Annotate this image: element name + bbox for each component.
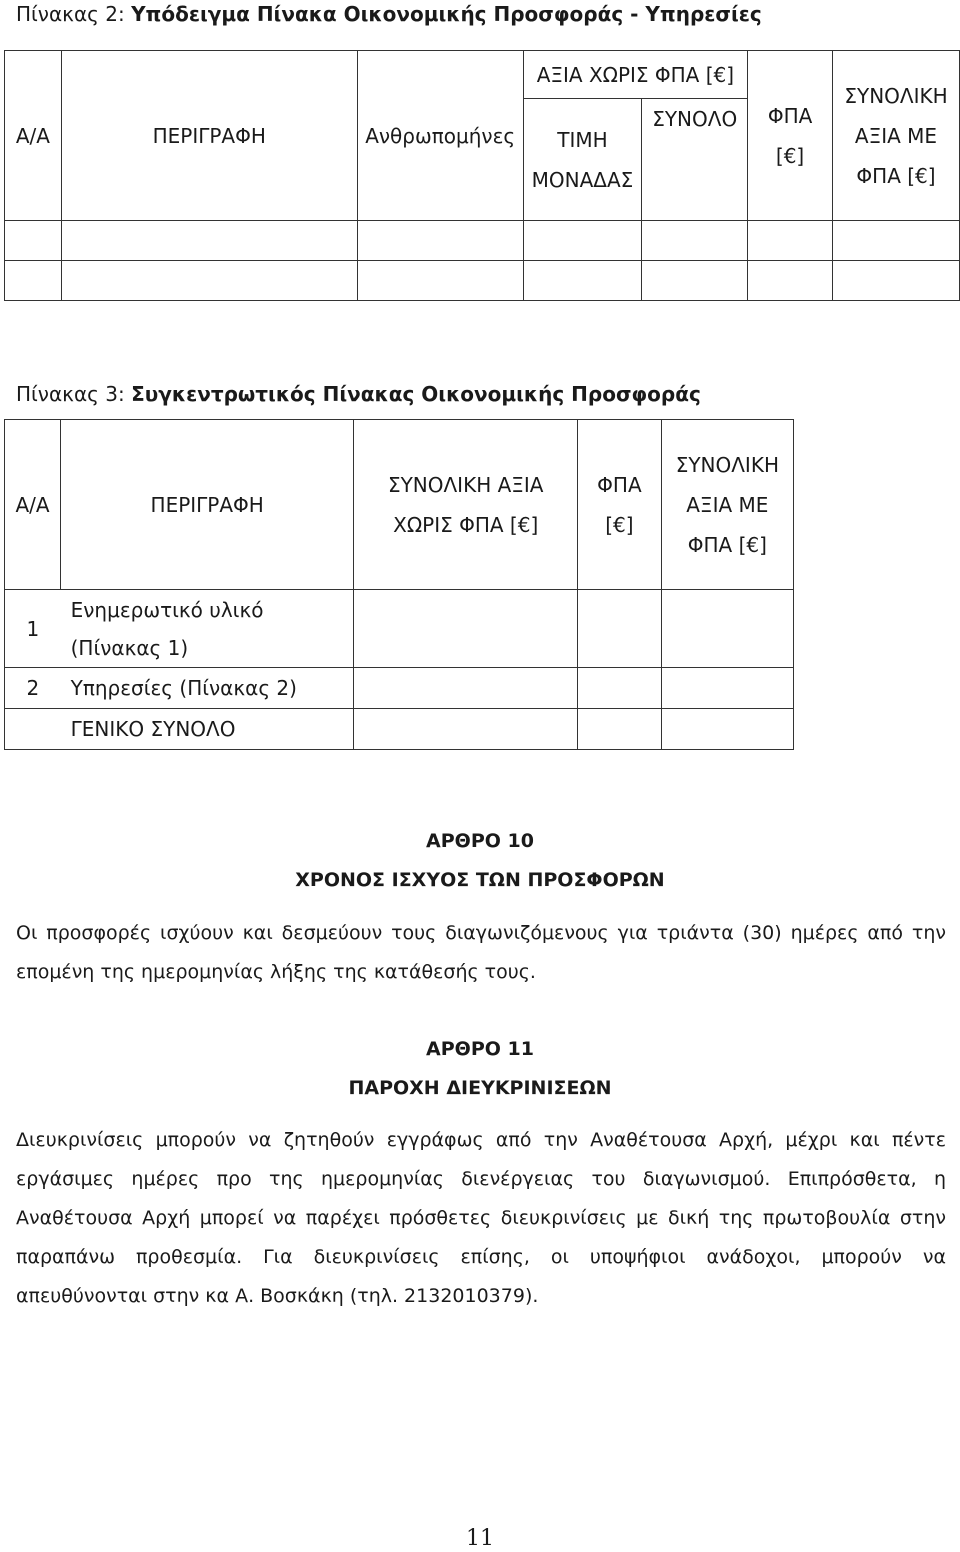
t3-row-aa [5, 709, 61, 750]
t2-cell [748, 261, 833, 301]
t3-header-aa: Α/Α [5, 420, 61, 590]
t3-header-vat: ΦΠΑ [€] [578, 420, 662, 590]
t3-row-aa: 1 [5, 590, 61, 668]
t2-empty-row [5, 221, 960, 261]
t2-cell [61, 221, 357, 261]
t2-header-aa: Α/Α [5, 51, 62, 221]
t2-header-total-with-vat: ΣΥΝΟΛΙΚΗ ΑΞΙΑ ΜΕ ΦΠΑ [€] [833, 51, 960, 221]
t2-empty-row [5, 261, 960, 301]
article11-text: Διευκρινίσεις μπορούν να ζητηθούν εγγράφως από την Αναθέτουσα Αρχή, μέχρι και πέντε εργάσιμες ημέρες προ της ημερομηνίας διενέργειας του διαγωνισμού. Επιπρόσθετα, η Αναθέτουσα Αρχή μπορεί να παρέχει πρόσθετες διευκρινίσεις με δική της πρωτοβουλία στην παραπάνω προθεσμία. Για διευκρινίσεις επίσης, οι υποψήφιοι ανάδοχοι, μπορούν να απευθύνονται στην κα Α. Βοσκάκη (τηλ. 2132010379). [16, 1129, 946, 1307]
t2-cell [642, 261, 748, 301]
t3-cell [578, 709, 662, 750]
t2-cell [357, 261, 523, 301]
t2-cell [833, 261, 960, 301]
table3-caption [16, 382, 701, 406]
t2-cell [748, 221, 833, 261]
t3-cell [354, 709, 578, 750]
t2-cell [5, 221, 62, 261]
table2 [4, 50, 960, 301]
t3-row [5, 668, 794, 709]
t2-cell [833, 221, 960, 261]
table2-caption-prefix: Πίνακας 2: [16, 2, 132, 26]
t3-cell [661, 668, 793, 709]
t3-row-aa: 2 [5, 668, 61, 709]
table2-caption-title: Υπόδειγμα Πίνακα Οικονομικής Προσφοράς - Υπηρεσίες [131, 2, 762, 26]
t2-cell [642, 221, 748, 261]
t3-total-row [5, 709, 794, 750]
t3-cell [661, 709, 793, 750]
article10-text: Οι προσφορές ισχύουν και δεσμεύουν τους διαγωνιζόμενους για τριάντα (30) ημέρες από την επομένη της ημερομηνίας λήξης της κατάθεσής τους. [16, 922, 946, 983]
t3-cell [661, 590, 793, 668]
t2-header-total: ΣΥΝΟΛΟ [642, 99, 748, 221]
t3-header-total-no-vat: ΣΥΝΟΛΙΚΗ ΑΞΙΑ ΧΩΡΙΣ ΦΠΑ [€] [354, 420, 578, 590]
article11-title: ΠΑΡΟΧΗ ΔΙΕΥΚΡΙΝΙΣΕΩΝ [348, 1077, 612, 1099]
t2-header-vat: ΦΠΑ [€] [748, 51, 833, 221]
t3-header-total-with-vat: ΣΥΝΟΛΙΚΗ ΑΞΙΑ ΜΕ ΦΠΑ [€] [661, 420, 793, 590]
table3-caption-prefix: Πίνακας 3: [16, 382, 132, 406]
t2-header-description: ΠΕΡΙΓΡΑΦΗ [61, 51, 357, 221]
article10-number: ΑΡΘΡΟ 10 [426, 830, 534, 852]
t2-header-unit-price: ΤΙΜΗ ΜΟΝΑΔΑΣ [523, 99, 642, 221]
t2-header-value-no-vat: ΑΞΙΑ ΧΩΡΙΣ ΦΠΑ [€] [523, 51, 748, 99]
t3-cell [354, 668, 578, 709]
page-number: 11 [466, 1526, 494, 1551]
t3-row-description: ΓΕΝΙΚΟ ΣΥΝΟΛΟ [61, 709, 354, 750]
t3-cell [578, 590, 662, 668]
t3-row [5, 590, 794, 668]
t2-cell [523, 261, 642, 301]
t2-cell [523, 221, 642, 261]
t2-header-manhours: Ανθρωπομήνες [357, 51, 523, 221]
table3-caption-title: Συγκεντρωτικός Πίνακας Οικονομικής Προσφοράς [131, 382, 701, 406]
table3 [4, 419, 794, 750]
table2-caption [16, 2, 762, 26]
t2-cell [357, 221, 523, 261]
article10-title: ΧΡΟΝΟΣ ΙΣΧΥΟΣ ΤΩΝ ΠΡΟΣΦΟΡΩΝ [295, 869, 665, 891]
t3-cell [354, 590, 578, 668]
t2-cell [61, 261, 357, 301]
t3-cell [578, 668, 662, 709]
article11-number: ΑΡΘΡΟ 11 [426, 1038, 534, 1060]
t3-row-description: Ενημερωτικό υλικό (Πίνακας 1) [61, 590, 354, 668]
t3-header-description: ΠΕΡΙΓΡΑΦΗ [61, 420, 354, 590]
t2-cell [5, 261, 62, 301]
t3-row-description: Υπηρεσίες (Πίνακας 2) [61, 668, 354, 709]
